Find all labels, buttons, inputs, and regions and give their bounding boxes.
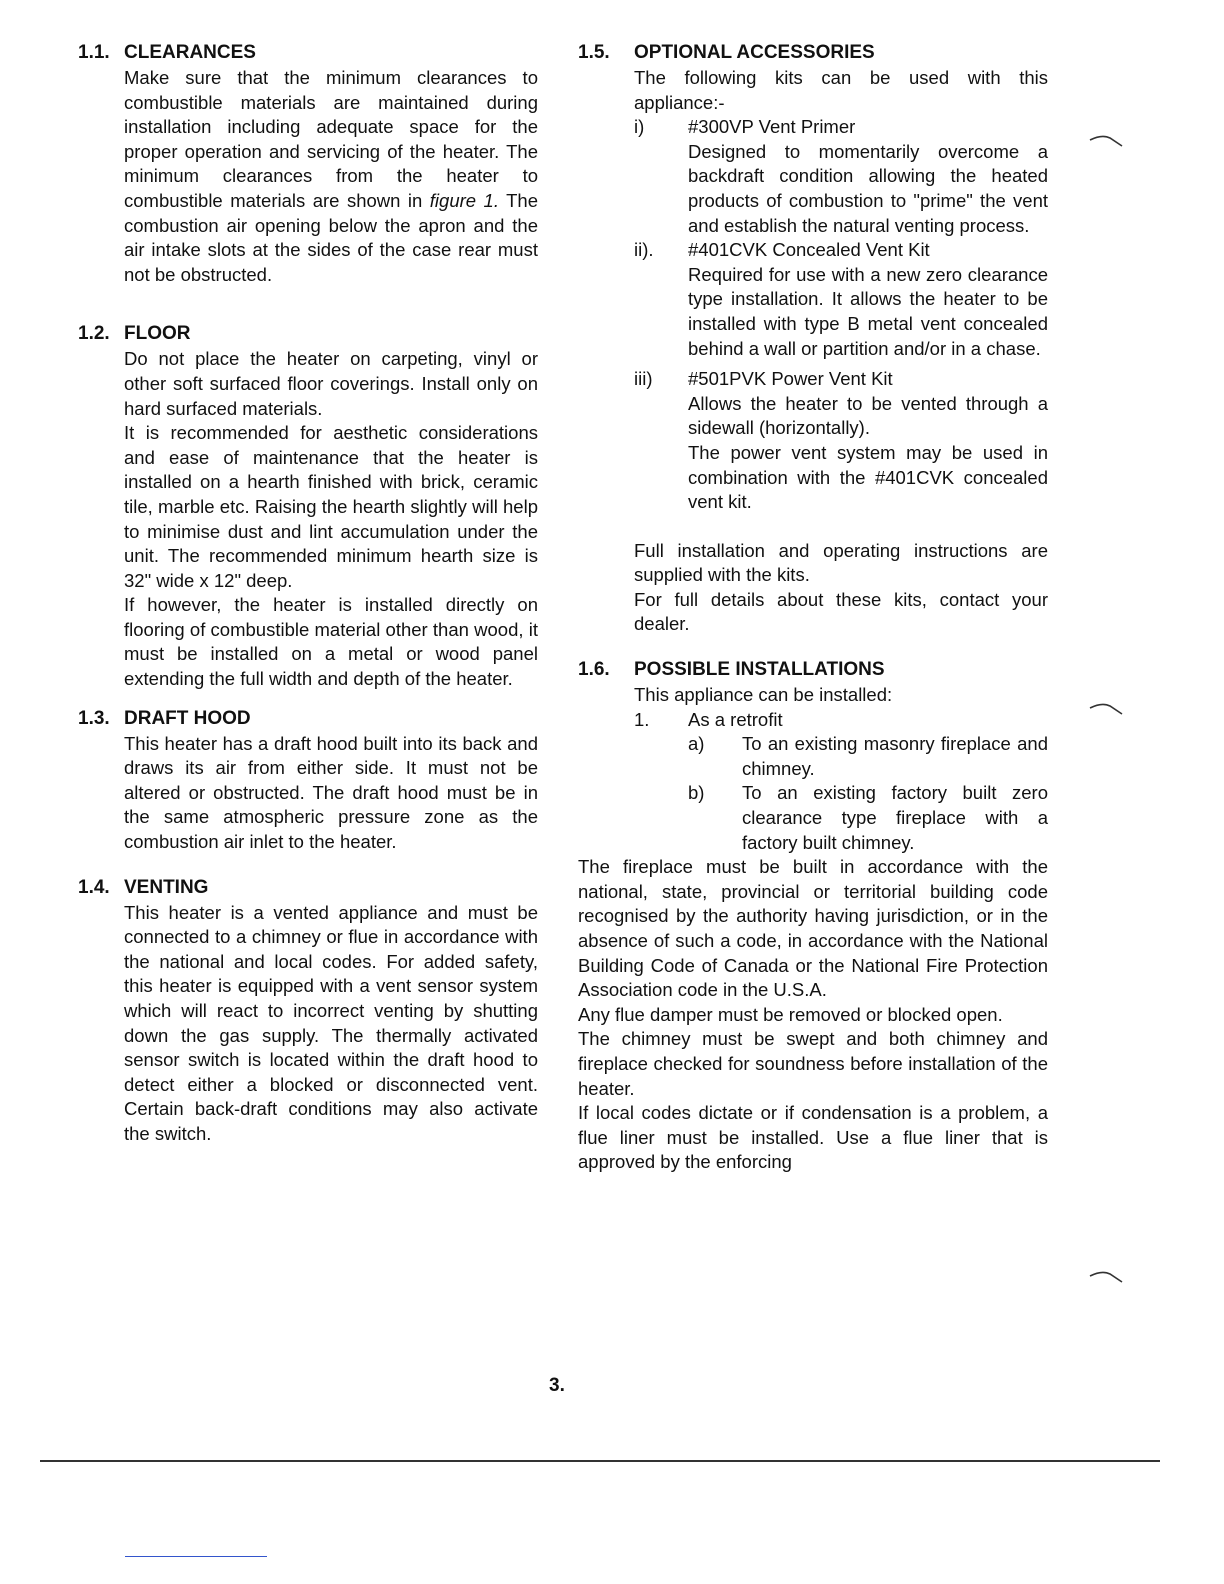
accessory-item bbox=[634, 367, 1048, 515]
item-label: 1. bbox=[634, 708, 650, 730]
margin-mark bbox=[1088, 1270, 1124, 1284]
section-number: 1.2. bbox=[78, 323, 110, 345]
section-number: 1.1. bbox=[78, 42, 110, 63]
section-number: 1.3. bbox=[78, 707, 110, 729]
section-number: 1.5. bbox=[578, 42, 610, 63]
section-number: 1.4. bbox=[78, 876, 110, 898]
accessory-item bbox=[634, 115, 1048, 238]
page-number: 3. bbox=[549, 1375, 565, 1396]
section-draft-hood bbox=[78, 706, 538, 855]
section-floor bbox=[78, 321, 538, 691]
paragraph: Make sure that the minimum clearances to combustible materials are maintained during installation including adequate space for the proper operation and servicing of the heater. The minimum clearances from the heater to combustible materials are shown in figure 1. The combustion air opening below the apron and the air intake slots at the sides of the case rear must not be obstructed. bbox=[124, 67, 538, 285]
item-name: #300VP Vent Primer bbox=[688, 116, 856, 138]
sub-item bbox=[688, 781, 1048, 855]
section-title: POSSIBLE INSTALLATIONS bbox=[634, 659, 885, 681]
item-label: i) bbox=[634, 116, 645, 138]
paragraph: The fireplace must be built in accordance with the national, state, provincial or territorial building code recognised by the authority having jurisdiction, or in the absence of such a code, in accordance with the National Building Code of Canada or the National Fire Protection Association code in the U.S.A. bbox=[578, 856, 1048, 1001]
paragraph: For full details about these kits, contact your dealer. bbox=[634, 588, 1048, 635]
section-title: FLOOR bbox=[124, 323, 191, 345]
item-text: As a retrofit bbox=[688, 708, 783, 730]
margin-mark bbox=[1088, 702, 1124, 716]
page-divider bbox=[40, 1460, 1160, 1462]
paragraph: Any flue damper must be removed or blocked open. bbox=[578, 1003, 1003, 1025]
left-column bbox=[78, 40, 538, 1147]
item-text: Allows the heater to be vented through a sidewall (horizontally). bbox=[688, 392, 1048, 439]
paragraph: This heater is a vented appliance and must be connected to a chimney or flue in accordance with the national and local codes. For added safety, this heater is equipped with a vent sensor system which will react to incorrect venting by shutting down the gas supply. The thermally activated sensor switch is located within the draft hood to detect either a blocked or disconnected vent. Certain back-draft conditions may also activate the switch. bbox=[124, 901, 538, 1144]
item-text: The power vent system may be used in combination with the #401CVK concealed vent kit. bbox=[688, 441, 1048, 513]
section-optional-accessories bbox=[578, 40, 1048, 637]
margin-mark bbox=[1088, 134, 1124, 148]
paragraph: This appliance can be installed: bbox=[634, 684, 893, 706]
sub-text: To an existing masonry fireplace and chimney. bbox=[742, 733, 1048, 779]
paragraph: The following kits can be used with this appliance:- bbox=[634, 67, 1048, 113]
section-title: OPTIONAL ACCESSORIES bbox=[634, 42, 875, 63]
section-title: CLEARANCES bbox=[124, 42, 256, 63]
item-text: Designed to momentarily overcome a backdraft condition allowing the heated products of combustion to "prime" the vent and establish the natural venting process. bbox=[688, 140, 1048, 236]
sub-label: a) bbox=[688, 733, 705, 755]
paragraph: Do not place the heater on carpeting, vinyl or other soft surfaced floor coverings. Install only on hard surfaced materials. bbox=[124, 348, 538, 419]
section-venting bbox=[78, 875, 538, 1147]
right-column bbox=[578, 40, 1048, 1175]
section-clearances bbox=[78, 40, 538, 287]
item-text: Required for use with a new zero clearance type installation. It allows the heater to be installed with type B metal vent concealed behind a wall or partition and/or in a chase. bbox=[688, 263, 1048, 359]
paragraph: If however, the heater is installed directly on flooring of combustible material other than wood, it must be installed on a metal or wood panel extending the full width and depth of the heater. bbox=[124, 594, 538, 690]
item-label: iii) bbox=[634, 368, 653, 390]
list-item bbox=[634, 708, 1048, 856]
sub-label: b) bbox=[688, 782, 705, 804]
accessory-item bbox=[634, 238, 1048, 361]
section-title: VENTING bbox=[124, 876, 209, 898]
installation-notes bbox=[578, 855, 1048, 1175]
paragraph: This heater has a draft hood built into its back and draws its air from either side. It must not be altered or obstructed. The draft hood must be in the same atmospheric pressure zone as the combustion air inlet to the heater. bbox=[124, 732, 538, 853]
section-possible-installations bbox=[578, 657, 1048, 855]
item-name: #401CVK Concealed Vent Kit bbox=[688, 239, 930, 261]
section-number: 1.6. bbox=[578, 659, 610, 681]
paragraph: The chimney must be swept and both chimney and fireplace checked for soundness before installation of the heater. bbox=[578, 1028, 1048, 1099]
section-title: DRAFT HOOD bbox=[124, 707, 251, 729]
paragraph: It is recommended for aesthetic considerations and ease of maintenance that the heater is installed on a hearth finished with brick, ceramic tile, marble etc. Raising the hearth slightly will help to minimise dust and lint accumulation under the unit. The recommended minimum hearth size is 32" wide x 12" deep. bbox=[124, 422, 538, 591]
paragraph: Full installation and operating instructions are supplied with the kits. bbox=[634, 539, 1048, 586]
item-name: #501PVK Power Vent Kit bbox=[688, 368, 893, 390]
figure-reference: figure 1. bbox=[429, 189, 499, 211]
item-label: ii). bbox=[634, 239, 654, 261]
sub-item bbox=[688, 732, 1048, 781]
footer-link-line bbox=[125, 1556, 267, 1557]
paragraph: If local codes dictate or if condensation is a problem, a flue liner must be installed. Use a flue liner that is approved by the enforcing bbox=[578, 1102, 1048, 1173]
sub-text: To an existing factory built zero clearance type fireplace with a factory built chimney. bbox=[742, 782, 1048, 853]
